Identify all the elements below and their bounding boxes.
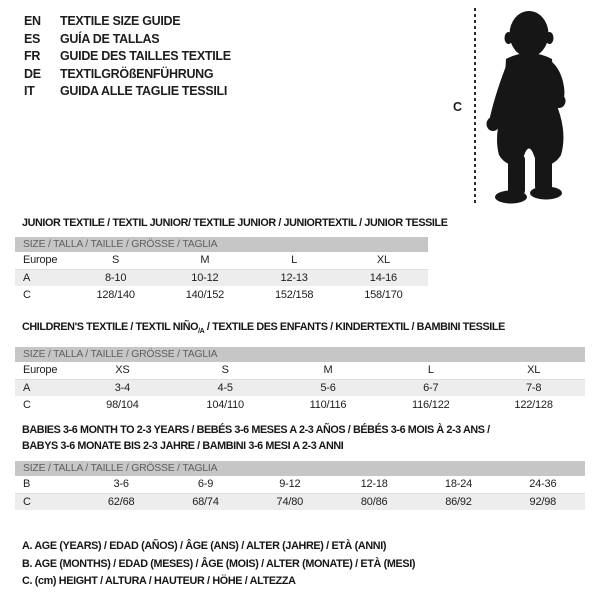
table-cell: 6-9 <box>163 476 247 493</box>
table-cell: 3-4 <box>114 381 131 394</box>
table-row <box>15 379 585 396</box>
language-item <box>24 31 231 49</box>
size-header-bar: SIZE / TALLA / TAILLE / GRÖSSE / TAGLIA <box>15 461 585 476</box>
table-cell: 7-8 <box>525 381 542 394</box>
table-cell: 86/92 <box>445 495 472 508</box>
table-row <box>15 252 428 269</box>
language-list <box>24 13 231 101</box>
size-header-bar: SIZE / TALLA / TAILLE / GRÖSSE / TAGLIA <box>15 347 585 362</box>
table-cell: 4-5 <box>217 381 233 394</box>
footnotes <box>22 538 415 591</box>
table-cell: 10-12 <box>191 271 219 284</box>
table-cell: 8-10 <box>105 271 127 284</box>
table-cell: 98/104 <box>106 398 139 411</box>
size-header-bar: SIZE / TALLA / TAILLE / GRÖSSE / TAGLIA <box>15 237 428 252</box>
table-cell: 12-18 <box>332 476 416 493</box>
table-row <box>15 396 585 413</box>
language-title: GUÍA DE TALLAS <box>60 31 160 46</box>
footnote-b: B. AGE (MONTHS) / EDAD (MESES) / ÂGE (MOIS) / ALTER (MONATE) / ETÀ (MESI) <box>22 557 416 570</box>
table-cell: 80/86 <box>360 495 388 508</box>
row-label-cell: C <box>23 495 31 508</box>
table-cell: 18-24 <box>416 476 500 493</box>
footnote-a: A. AGE (YEARS) / EDAD (AÑOS) / ÂGE (ANS) / ALTER (JAHRE) / ETÀ (ANNI) <box>22 540 387 552</box>
language-code: EN <box>24 14 41 28</box>
baby-silhouette-icon <box>484 7 576 207</box>
language-item <box>24 13 231 31</box>
table-cell: 74/80 <box>276 495 304 508</box>
table-cell: L <box>379 362 482 379</box>
table-cell: M <box>277 362 380 379</box>
babies-size-table <box>15 461 585 510</box>
language-title: GUIDA ALLE TAGLIE TESSILI <box>60 84 228 99</box>
table-cell: L <box>250 252 339 269</box>
table-cell: 12-13 <box>280 271 308 284</box>
height-measure-label: C <box>453 100 463 114</box>
row-label-cell: Europe <box>15 362 71 379</box>
table-cell: S <box>174 362 277 379</box>
babies-section-title <box>22 423 490 454</box>
table-cell: 110/116 <box>309 398 347 411</box>
babies-title-line2: BABYS 3-6 MONATE BIS 2-3 JAHRE / BAMBINI 3-6 MESI A 2-3 ANNI <box>22 439 344 452</box>
table-row <box>15 286 428 303</box>
row-label-cell: Europe <box>15 252 71 269</box>
table-cell: 92/98 <box>529 495 557 508</box>
row-label-cell: B <box>15 476 79 493</box>
table-cell: 3-6 <box>79 476 163 493</box>
language-code: DE <box>24 66 41 81</box>
table-cell: 14-16 <box>369 271 397 284</box>
junior-size-table <box>15 237 428 303</box>
table-cell: XL <box>339 252 428 269</box>
language-item <box>24 48 231 66</box>
language-code: IT <box>24 84 35 99</box>
table-cell: M <box>160 252 249 269</box>
language-title: GUIDE DES TAILLES TEXTILE <box>60 49 231 64</box>
table-cell: 68/74 <box>192 495 219 508</box>
table-cell: XL <box>482 362 585 379</box>
junior-section-title: JUNIOR TEXTILE / TEXTIL JUNIOR/ TEXTILE JUNIOR / JUNIORTEXTIL / JUNIOR TESSILE <box>22 217 448 229</box>
table-cell: 158/170 <box>364 288 403 301</box>
height-dashed-line <box>474 8 476 205</box>
row-label-cell: A <box>23 271 31 284</box>
footnote-c: C. (cm) HEIGHT / ALTURA / HAUTEUR / HÖHE / ALTEZZA <box>22 575 296 587</box>
language-title: TEXTILE SIZE GUIDE <box>60 14 181 28</box>
childrens-title-text: / TEXTILE DES ENFANTS / KINDERTEXTIL / BAMBINI TESSILE <box>204 321 505 333</box>
babies-title-line1: BABIES 3-6 MONTH TO 2-3 YEARS / BEBÉS 3-6 MESES A 2-3 AÑOS / BÉBÉS 3-6 MOIS À 2-3 ANS / <box>22 424 490 436</box>
table-cell: 5-6 <box>320 381 336 394</box>
language-item <box>24 83 231 101</box>
row-label-cell: C <box>23 398 31 411</box>
table-cell: 122/128 <box>514 398 553 411</box>
childrens-title-subscript: /A <box>198 328 205 336</box>
row-label-cell: C <box>23 288 31 301</box>
table-row <box>15 362 585 379</box>
table-cell: 152/158 <box>274 288 314 301</box>
childrens-title-text: CHILDREN'S TEXTILE / TEXTIL NIÑO <box>22 321 199 333</box>
table-row <box>15 269 428 286</box>
table-cell: S <box>71 252 160 269</box>
language-code: FR <box>24 49 41 64</box>
row-label-cell: A <box>23 381 31 394</box>
table-cell: 128/140 <box>96 288 135 301</box>
table-cell: 104/110 <box>206 398 244 411</box>
language-title: TEXTILGRÖßENFÜHRUNG <box>60 66 214 81</box>
table-row <box>15 493 585 510</box>
table-cell: 6-7 <box>423 381 439 394</box>
table-row <box>15 476 585 493</box>
table-cell: XS <box>71 362 174 379</box>
table-cell: 24-36 <box>501 476 585 493</box>
childrens-section-title <box>22 321 505 335</box>
table-cell: 140/152 <box>185 288 225 301</box>
language-code: ES <box>24 31 41 46</box>
childrens-size-table <box>15 347 585 413</box>
table-cell: 62/68 <box>107 495 135 508</box>
baby-figure <box>445 0 600 212</box>
table-cell: 9-12 <box>248 476 332 493</box>
table-cell: 116/122 <box>412 398 450 411</box>
language-item <box>24 66 231 84</box>
